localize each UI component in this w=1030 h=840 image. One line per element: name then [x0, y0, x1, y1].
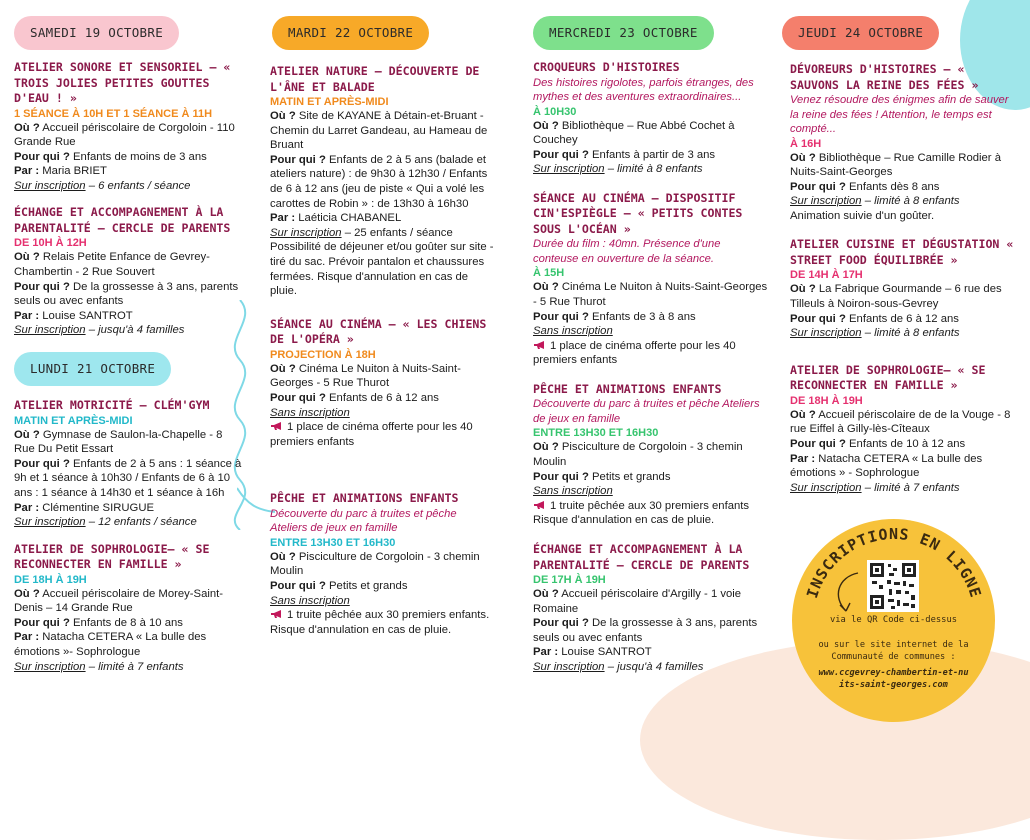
- day-pill-wednesday: MERCREDI 23 OCTOBRE: [533, 16, 714, 50]
- event-card: PÊCHE ET ANIMATIONS ENFANTS Découverte du parc à truites et pêche Ateliers de jeux en famille ENTRE 13H30 ET 16H30 Où ? Pisciculture de Corgoloin - 3 chemin Moulin Pour qui ? Petits et grands Sans inscription 1 truite pêchée aux 30 premiers enfants. Risque d'annulation en cas de pluie.: [270, 491, 496, 637]
- registration-note: Sur inscription: [14, 660, 86, 673]
- event-time: ENTRE 13H30 ET 16H30: [270, 536, 396, 549]
- event-time: À 10H30: [533, 105, 577, 118]
- event-time: DE 14H À 17H: [790, 269, 863, 282]
- registration-note: Sur inscription: [790, 481, 862, 494]
- event-title: SÉANCE AU CINÉMA – DISPOSITIF CIN'ESPIÈGLE – « PETITS CONTES SOUS L'OCÉAN »: [533, 190, 743, 236]
- event-card: SÉANCE AU CINÉMA – DISPOSITIF CIN'ESPIÈGLE – « PETITS CONTES SOUS L'OCÉAN » Durée du film : 40mn. Présence d'une conteuse en ouverture de la séance. À 15H Où ? Cinéma Le Nuiton à Nuits-Saint-Georges - 5 Rue Thurot Pour qui ? Enfants de 3 à 8 ans Sans inscription 1 place de cinéma offerte pour les 40 premiers enfants: [533, 190, 768, 367]
- event-title: ATELIER DE SOPHROLOGIE– « SE RECONNECTER EN FAMILLE »: [14, 541, 210, 572]
- event-description: Découverte du parc à truites et pêche Ateliers de jeux en famille: [270, 507, 457, 535]
- event-title: ATELIER CUISINE ET DÉGUSTATION « STREET FOOD ÉQUILIBRÉE »: [790, 237, 1014, 267]
- registration-note: Sans inscription: [533, 325, 613, 338]
- day-pill-saturday: SAMEDI 19 OCTOBRE: [14, 16, 179, 50]
- event-time: À 16H: [790, 137, 822, 150]
- registration-note: Sur inscription: [790, 195, 862, 208]
- event-card: ATELIER MOTRICITÉ – CLÉM'GYM MATIN ET APRÈS-MIDI Où ? Gymnase de Saulon-la-Chapelle - 8 Rue Du Petit Essart Pour qui ? Enfants de 2 à 5 ans : 1 séance à 9h et 1 séance à 10h30 / Enfants de 6 à 10 ans : 1 séance à 14h30 et 1 séance à 16h Par : Clémentine SIRUGUE Sur inscription – 12 enfants / séance: [14, 398, 242, 529]
- website-instruction: ou sur le site internet de la Communauté de communes :: [818, 640, 969, 662]
- event-card: ATELIER CUISINE ET DÉGUSTATION « STREET FOOD ÉQUILIBRÉE » DE 14H À 17H Où ? La Fabrique Gourmande – 6 rue des Tilleuls à Noiron-sous-Gevrey Pour qui ? Enfants de 6 à 12 ans Sur inscription – limité à 8 enfants: [790, 237, 1018, 340]
- column-tuesday: [270, 0, 496, 637]
- column-saturday-monday: [14, 0, 242, 674]
- event-card: ATELIER SONORE ET SENSORIEL – « TROIS JOLIES PETITES GOUTTES D'EAU ! » 1 SÉANCE À 10H ET 1 SÉANCE À 11H Où ? Accueil périscolaire de Corgoloin - 110 Grande Rue Pour qui ? Enfants de moins de 3 ans Par : Maria BRIET Sur inscription – 6 enfants / séance: [14, 60, 242, 193]
- registration-note: Sur inscription: [533, 163, 605, 176]
- registration-note: Sur inscription: [270, 226, 342, 239]
- day-pill-tuesday: MARDI 22 OCTOBRE: [272, 16, 429, 50]
- registration-note: Sur inscription: [790, 327, 862, 340]
- megaphone-icon: [533, 500, 547, 510]
- event-card: ÉCHANGE ET ACCOMPAGNEMENT À LA PARENTALITÉ – CERCLE DE PARENTS DE 17H À 19H Où ? Accueil périscolaire d'Argilly - 1 voie Romaine Pour qui ? De la grossesse à 3 ans, parents seuls ou avec enfants Par : Louise SANTROT Sur inscription – jusqu'à 4 familles: [533, 542, 768, 675]
- event-card: DÉVOREURS D'HISTOIRES – « SAUVONS LA REINE DES FÉES » Venez résoudre des énigmes afin de sauver la reine des fées ! Attention, le temps est compté... À 16H Où ? Bibliothèque – Rue Camille Rodier à Nuits-Saint-Georges Pour qui ? Enfants dès 8 ans Sur inscription – limité à 8 enfants Animation suivie d'un goûter.: [790, 62, 1018, 223]
- event-card: ATELIER DE SOPHROLOGIE– « SE RECONNECTER EN FAMILLE » DE 18H À 19H Où ? Accueil périscolaire de de la Vouge - 8 rue Eiffel à Gilly-lès-Cîteaux Pour qui ? Enfants de 10 à 12 ans Par : Natacha CETERA « La bulle des émotions » - Sophrologue Sur inscription – limité à 7 enfants: [790, 363, 1018, 496]
- event-card: PÊCHE ET ANIMATIONS ENFANTS Découverte du parc à truites et pêche Ateliers de jeux en famille ENTRE 13H30 ET 16H30 Où ? Pisciculture de Corgoloin - 3 chemin Moulin Pour qui ? Petits et grands Sans inscription 1 truite pêchée aux 30 premiers enfants Risque d'annulation en cas de pluie.: [533, 382, 768, 528]
- megaphone-icon: [270, 609, 284, 619]
- event-description: Des histoires rigolotes, parfois étranges, des mythes et des aventures extraordinaires...: [533, 76, 754, 103]
- qr-code[interactable]: [867, 560, 919, 612]
- decorative-arrow: [828, 567, 864, 617]
- event-title: ÉCHANGE ET ACCOMPAGNEMENT À LA PARENTALITÉ – CERCLE DE PARENTS: [533, 542, 750, 572]
- event-time: DE 17H À 19H: [533, 574, 606, 586]
- event-title: PÊCHE ET ANIMATIONS ENFANTS: [270, 491, 459, 506]
- event-title: ATELIER DE SOPHROLOGIE– « SE RECONNECTER EN FAMILLE »: [790, 362, 986, 393]
- event-description: Découverte du parc à truites et pêche Ateliers de jeux en famille: [533, 398, 760, 425]
- event-title: ATELIER SONORE ET SENSORIEL – « TROIS JOLIES PETITES GOUTTES D'EAU ! »: [14, 60, 231, 105]
- event-time: DE 18H À 19H: [14, 573, 87, 586]
- column-wednesday: [533, 0, 768, 675]
- event-card: SÉANCE AU CINÉMA – « LES CHIENS DE L'OPÉRA » PROJECTION À 18H Où ? Cinéma Le Nuiton à Nuits-Saint-Georges - 5 Rue Thurot Pour qui ? Enfants de 6 à 12 ans Sans inscription 1 place de cinéma offerte pour les 40 premiers enfants: [270, 317, 496, 450]
- registration-note: Sans inscription: [533, 485, 613, 498]
- online-registration-badge: [792, 519, 995, 722]
- registration-note: Sans inscription: [270, 406, 350, 419]
- event-title: ÉCHANGE ET ACCOMPAGNEMENT À LA PARENTALITÉ – CERCLE DE PARENTS: [14, 205, 231, 235]
- qr-instruction: via le QR Code ci-dessus: [829, 615, 958, 625]
- event-title: PÊCHE ET ANIMATIONS ENFANTS: [533, 381, 722, 396]
- megaphone-icon: [270, 421, 284, 431]
- registration-note: Sans inscription: [270, 594, 350, 607]
- column-thursday: [790, 0, 1018, 495]
- event-title: ATELIER NATURE – DÉCOUVERTE DE L'ÂNE ET BALADE: [270, 64, 480, 94]
- event-title: CROQUEURS D'HISTOIRES: [533, 60, 680, 74]
- event-time: DE 10H À 12H: [14, 237, 87, 250]
- day-pill-thursday: JEUDI 24 OCTOBRE: [782, 16, 939, 50]
- event-time: MATIN ET APRÈS-MIDI: [270, 96, 389, 108]
- registration-note: Sur inscription: [14, 516, 86, 529]
- event-title: DÉVOREURS D'HISTOIRES – « SAUVONS LA REINE DES FÉES »: [790, 62, 979, 92]
- website-link[interactable]: www.ccgevrey-chambertin-et-nuits-saint-georges.com: [818, 668, 969, 690]
- registration-note: Sur inscription: [14, 324, 86, 337]
- event-card: ÉCHANGE ET ACCOMPAGNEMENT À LA PARENTALITÉ – CERCLE DE PARENTS DE 10H À 12H Où ? Relais Petite Enfance de Gevrey-Chambertin - 2 Rue Souvert Pour qui ? De la grossesse à 3 ans, parents seuls ou avec enfants Par : Louise SANTROT Sur inscription – jusqu'à 4 familles: [14, 205, 242, 338]
- event-time: DE 18H À 19H: [790, 394, 863, 407]
- day-pill-monday: LUNDI 21 OCTOBRE: [14, 352, 171, 386]
- event-time: 1 SÉANCE À 10H ET 1 SÉANCE À 11H: [14, 107, 213, 120]
- event-time: MATIN ET APRÈS-MIDI: [14, 414, 133, 427]
- event-time: À 15H: [533, 267, 565, 280]
- event-card: ATELIER DE SOPHROLOGIE– « SE RECONNECTER EN FAMILLE » DE 18H À 19H Où ? Accueil périscolaire de Morey-Saint-Denis – 14 Grande Rue Pour qui ? Enfants de 8 à 10 ans Par : Natacha CETERA « La bulle des émotions »- Sophrologue Sur inscription – limité à 7 enfants: [14, 542, 242, 675]
- registration-note: Sur inscription: [14, 179, 86, 192]
- event-description: Venez résoudre des énigmes afin de sauver la reine des fées ! Attention, le temps est compté...: [790, 94, 1009, 135]
- event-time: PROJECTION À 18H: [270, 348, 376, 361]
- event-description: Durée du film : 40mn. Présence d'une conteuse en ouverture de la séance.: [533, 238, 721, 265]
- event-title: SÉANCE AU CINÉMA – « LES CHIENS DE L'OPÉRA »: [270, 316, 487, 347]
- event-card: CROQUEURS D'HISTOIRES Des histoires rigolotes, parfois étranges, des mythes et des aventures extraordinaires... À 10H30 Où ? Bibliothèque – Rue Abbé Cochet à Couchey Pour qui ? Enfants à partir de 3 ans Sur inscription – limité à 8 enfants: [533, 60, 768, 177]
- megaphone-icon: [533, 340, 547, 350]
- event-card: ATELIER NATURE – DÉCOUVERTE DE L'ÂNE ET BALADE MATIN ET APRÈS-MIDI Où ? Site de KAYANE à Détain-et-Bruant - Chemin du Larret Gandeau, au Hameau de Bruant Pour qui ? Enfants de 2 à 5 ans (balade et ateliers nature) : de 9h30 à 12h30 / Enfants de 6 à 12 ans (jeu de piste « Qui a volé les carottes de Robin » : de 13h30 à 16h30 Par : Laéticia CHABANEL Sur inscription – 25 enfants / séance Possibilité de déjeuner et/ou goûter sur site - tiré du sac. Prévoir pantalon et chaussures fermées. Risque d'annulation en cas de pluie.: [270, 64, 496, 299]
- registration-note: Sur inscription: [533, 660, 605, 673]
- event-title: ATELIER MOTRICITÉ – CLÉM'GYM: [14, 398, 210, 413]
- svg-text:INSCRIPTIONS EN LIGNE: INSCRIPTIONS EN LIGNE: [803, 525, 985, 601]
- event-time: ENTRE 13H30 ET 16H30: [533, 427, 659, 440]
